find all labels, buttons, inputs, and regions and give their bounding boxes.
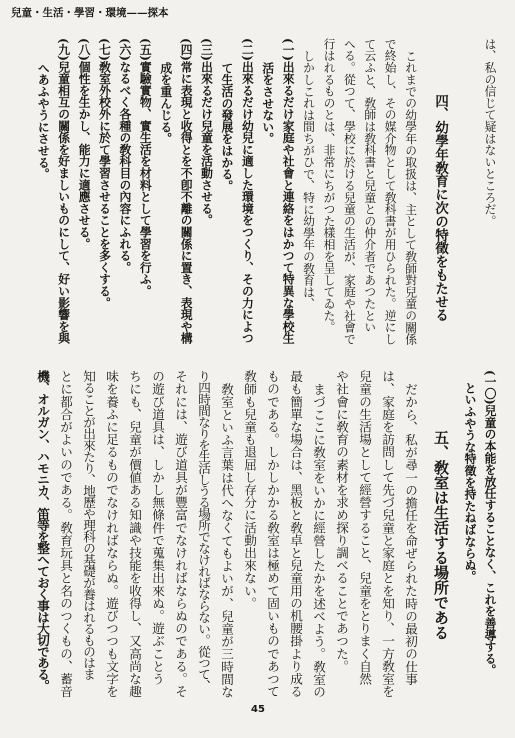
text-line: 最も簡單な場合は、黑板と敎卓と兒童用の机腰掛より成る — [288, 370, 303, 698]
list-item-line: て生活の發展をはかる。 — [219, 61, 234, 192]
text-line: 知ることが出來たり、地歷や理科の基礎が養はれるものはま — [81, 370, 96, 680]
text-line: ものである。しかしかかる敎室は極めて固いものであつて — [265, 370, 280, 698]
text-line: 行はれるものとは、非常にちがつた樣相を呈してゐた。 — [321, 38, 336, 333]
list-item-line: (八)個性を生かし、能力に適應させる。 — [77, 38, 92, 250]
text-line: 敎師も兒童も退屈し存分に活動出來ない。 — [242, 370, 257, 610]
running-header: 兒童・生活・學習・環境——探本 — [11, 7, 169, 19]
text-line: の遊び道具は、しかし無條件で蒐集出來ぬ。遊ぶことう — [150, 370, 165, 685]
page-number: 45 — [251, 704, 265, 715]
text-line: 兒童の生活場として經營すること、兒童をとりまく自然 — [357, 370, 372, 685]
text-line: それには、遊び道具が豐富でなければならぬのである。そ — [173, 370, 188, 698]
text-line: 敎室といふ言葉は代へなくてもよいが、兒童が三時間な — [219, 382, 234, 698]
text-line: て云ふと、敎師は敎科書と兒童との仲介者であつたとい — [362, 38, 377, 333]
text-line: ちにも、兒童が價値ある知識や技能を收得し、又高尚な趣 — [127, 370, 142, 698]
text-line: で終始し、その媒介物として敎科書が用ひられた。逆にし — [383, 38, 398, 345]
text-line: といふやうな特徵を持たねばならぬ。 — [463, 381, 477, 583]
text-line: り四時間なりを生活しうる場所でなければならない。從つて、 — [196, 370, 211, 692]
text-line: 味を養ふに足るものでなければならぬ。遊びつつも文字を — [104, 370, 119, 698]
text-line: は、私の信じて疑はないところだ。 — [483, 38, 497, 227]
upper-text-block — [30, 38, 500, 350]
list-item-line: 活をさせない。 — [260, 61, 275, 145]
text-line: まづここに敎室をいかに經營したかを述べよう。敎室の — [311, 382, 326, 698]
text-line: へる。從つて、學校に於ける兒童の生活が、家庭や社會で — [342, 38, 357, 345]
lower-text-block — [28, 370, 500, 706]
list-item-line: (二)出來るだけ幼兒に適した環境をつくり、その力によつ — [240, 38, 255, 345]
text-line: は、家庭を訪問して先づ兒童と家庭とを知り、一方敎室を — [380, 370, 395, 698]
text-line: だから、私が尋一の擔任を命ぜられた時の最初の仕事 — [403, 382, 418, 685]
section-heading: 五、敎室は生活する場所である — [432, 430, 450, 640]
section-heading: 四、幼學年敎育に次の特徵をもたせる — [432, 94, 449, 322]
list-item-line: (五)實驗實物、實生活を材料として學習を行ふ。 — [138, 38, 153, 297]
list-item-line: へあふやうにさせる。 — [36, 61, 51, 180]
list-item-line: (九)兒童相互の關係を好ましいものにして、好い影響を與 — [56, 38, 71, 345]
list-item-line: (一)出來るだけ家庭や社會と連絡をはかつて特異な學校生 — [281, 38, 296, 345]
list-item-line: (四)常に表現と收得とを不卽不離の關係に置き、表現や構 — [179, 38, 194, 345]
list-item-line: 成を重んじる。 — [158, 61, 173, 145]
list-item-line: (一〇)兒童の本能を放任することなく、これを善導する。 — [483, 370, 497, 677]
text-line: とに都合がよいのである。敎育玩具と名のつくもの、蓄音 — [58, 370, 73, 698]
text-line: や社會に敎育の素材を求め探り調べることであつた。 — [334, 370, 349, 673]
text-line: 機、オルガン、ハモニカ、笛等を整へておく事は大切である。 — [35, 370, 50, 692]
text-line: これまでの幼學年の取扱は、主として敎師對兒童の關係 — [403, 49, 418, 345]
list-item-line: (三)出來るだけ兒童を活動させる。 — [199, 38, 214, 227]
list-item-line: (七)敎室外校外に於て學習させることを多くする。 — [97, 38, 112, 309]
text-line: しかしこれは間ちがひで、特に幼學年の敎育は、 — [301, 49, 316, 310]
list-item-line: (六)なるべく各種の敎科目の內容にふれる。 — [117, 38, 132, 274]
